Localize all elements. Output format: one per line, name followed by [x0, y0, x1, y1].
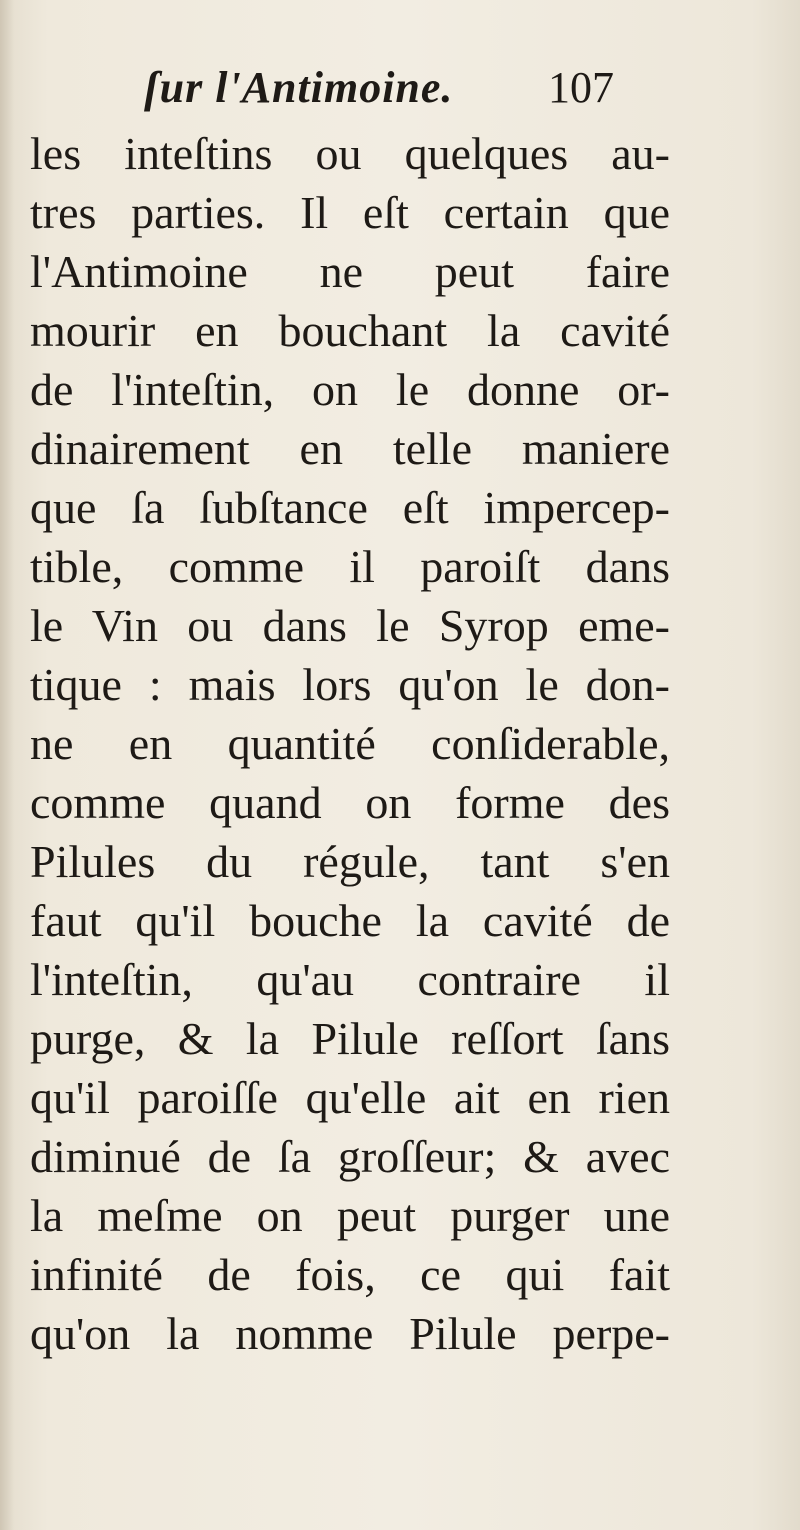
running-title: ſur l'Antimoine.: [144, 63, 454, 112]
text-line: faut qu'il bouche la cavité de: [30, 895, 670, 946]
body-text: [30, 124, 670, 1363]
text-line: qu'il paroiſſe qu'elle ait en rien: [30, 1072, 670, 1123]
page-header: [144, 62, 664, 118]
text-line: la meſme on peut purger une: [30, 1190, 670, 1241]
text-line: mourir en bouchant la cavité: [30, 305, 670, 356]
page-number: 107: [548, 63, 614, 112]
text-line: tique : mais lors qu'on le don-: [30, 659, 670, 710]
text-line: diminué de ſa groſſeur; & avec: [30, 1131, 670, 1182]
text-line: comme quand on forme des: [30, 777, 670, 828]
text-line: purge, & la Pilule reſſort ſans: [30, 1013, 670, 1064]
text-line: Pilules du régule, tant s'en: [30, 836, 670, 887]
text-line: les inteſtins ou quelques au-: [30, 128, 670, 179]
text-line: dinairement en telle maniere: [30, 423, 670, 474]
text-line: tible, comme il paroiſt dans: [30, 541, 670, 592]
text-line: infinité de fois, ce qui fait: [30, 1249, 670, 1300]
text-line: qu'on la nomme Pilule perpe-: [30, 1308, 670, 1359]
text-line: ne en quantité conſiderable,: [30, 718, 670, 769]
text-line: l'inteſtin, qu'au contraire il: [30, 954, 670, 1005]
text-line: le Vin ou dans le Syrop eme-: [30, 600, 670, 651]
text-line: que ſa ſubſtance eſt impercep-: [30, 482, 670, 533]
text-line: l'Antimoine ne peut faire: [30, 246, 670, 297]
text-line: tres parties. Il eſt certain que: [30, 187, 670, 238]
text-line: de l'inteſtin, on le donne or-: [30, 364, 670, 415]
page-gutter-shadow: [0, 0, 14, 1530]
